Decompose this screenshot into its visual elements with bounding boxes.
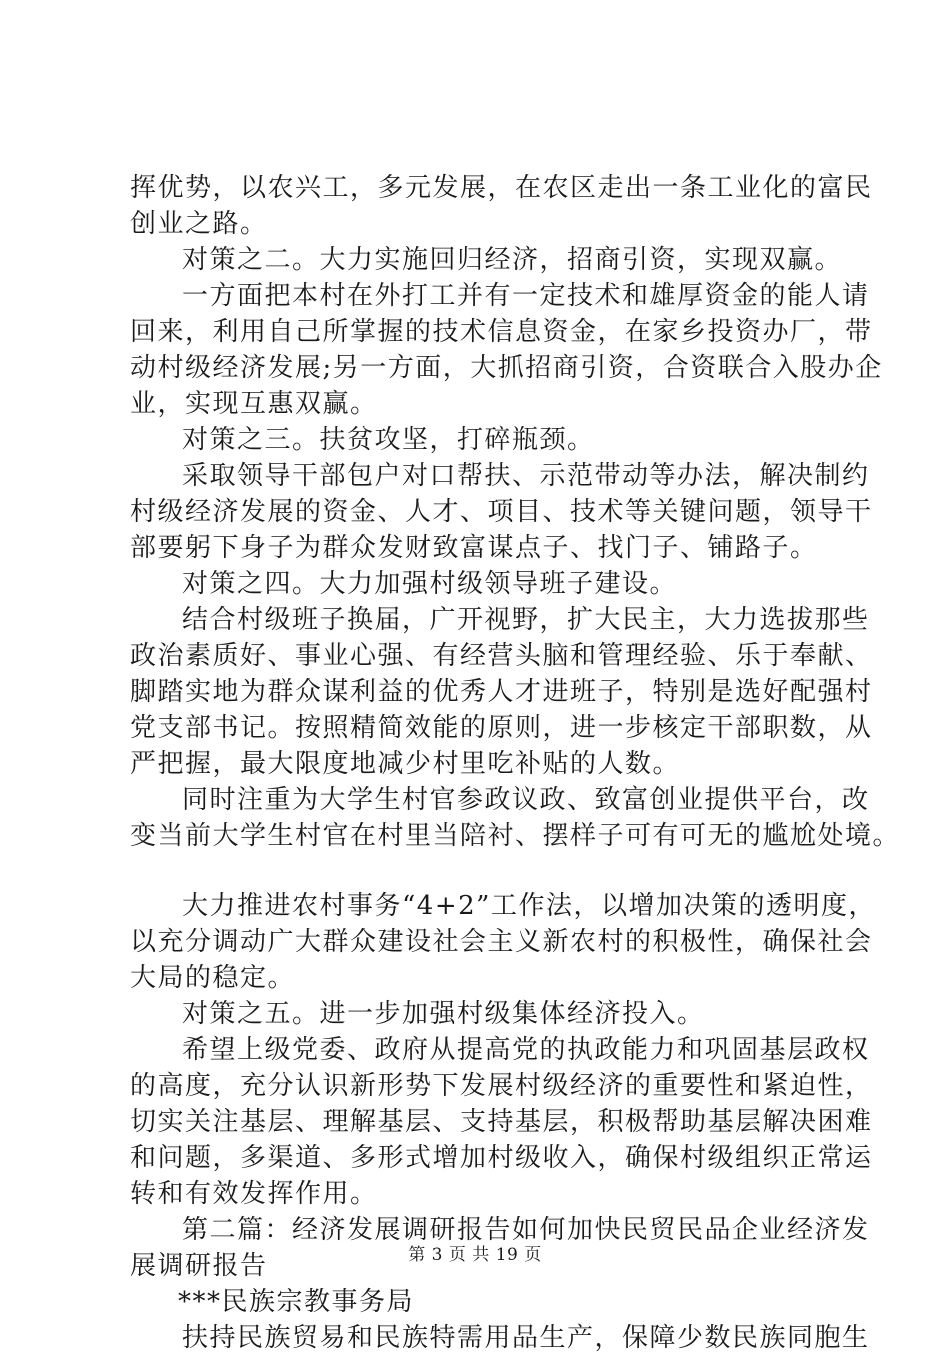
- text-line: 一方面把本村在外打工并有一定技术和雄厚资金的能人请: [182, 281, 870, 311]
- section-heading: 对策之四。大力加强村级领导班子建设。: [182, 569, 678, 599]
- text-line: 脚踏实地为群众谋利益的优秀人才进班子，特别是选好配强村: [130, 677, 873, 707]
- text-line: 村级经济发展的资金、人才、项目、技术等关键问题，领导干: [130, 497, 873, 527]
- text-line: 挥优势，以农兴工，多元发展，在农区走出一条工业化的富民: [130, 173, 873, 203]
- text-line: 动村级经济发展;另一方面，大抓招商引资，合资联合入股办企: [130, 353, 883, 383]
- section-heading: 对策之三。扶贫攻坚，打碎瓶颈。: [182, 425, 595, 455]
- text-line: 严把握，最大限度地减少村里吃补贴的人数。: [130, 749, 681, 779]
- text-line: 采取领导干部包户对口帮扶、示范带动等办法，解决制约: [182, 461, 870, 491]
- text-line: 同时注重为大学生村官参政议政、致富创业提供平台，改: [182, 785, 870, 815]
- chapter-title: 第二篇：经济发展调研报告如何加快民贸民品企业经济发: [182, 1215, 870, 1245]
- text-line: 以充分调动广大群众建设社会主义新农村的积极性，确保社会: [130, 927, 873, 957]
- text-line: 业，实现互惠双赢。: [130, 389, 378, 419]
- text-line: 切实关注基层、理解基层、支持基层，积极帮助基层解决困难: [130, 1107, 873, 1137]
- chapter-title: 展调研报告: [130, 1251, 268, 1281]
- text-line: 希望上级党委、政府从提高党的执政能力和巩固基层政权: [182, 1035, 870, 1065]
- text-line: 创业之路。: [130, 209, 268, 239]
- text-line: 政治素质好、事业心强、有经营头脑和管理经验、乐于奉献、: [130, 641, 873, 671]
- section-heading: 对策之五。进一步加强村级集体经济投入。: [182, 999, 705, 1029]
- text-line: 和问题，多渠道、多形式增加村级收入，确保村级组织正常运: [130, 1143, 873, 1173]
- text-line: 变当前大学生村官在村里当陪衬、摆样子可有可无的尴尬处境。: [130, 821, 901, 851]
- paragraph-gap: [130, 854, 840, 888]
- page-footer: 第 3 页 共 19 页: [408, 1245, 542, 1265]
- text-line: 扶持民族贸易和民族特需用品生产，保障少数民族同胞生: [182, 1323, 870, 1353]
- text-line: 大力推进农村事务“4+2”工作法，以增加决策的透明度，: [182, 891, 876, 921]
- text-line: 部要躬下身子为群众发财致富谋点子、找门子、铺路子。: [130, 533, 818, 563]
- document-body: [130, 170, 901, 1356]
- text-line: 的高度，充分认识新形势下发展村级经济的重要性和紧迫性，: [130, 1071, 873, 1101]
- text-line: 大局的稳定。: [130, 963, 296, 993]
- text-line: 回来，利用自己所掌握的技术信息资金，在家乡投资办厂，带: [130, 317, 873, 347]
- author-line: ***民族宗教事务局: [178, 1287, 415, 1317]
- text-line: 转和有效发挥作用。: [130, 1179, 378, 1209]
- text-line: 结合村级班子换届，广开视野，扩大民主，大力选拔那些: [182, 605, 870, 635]
- text-line: 党支部书记。按照精简效能的原则，进一步核定干部职数，从: [130, 713, 873, 743]
- section-heading: 对策之二。大力实施回归经济，招商引资，实现双赢。: [182, 245, 843, 275]
